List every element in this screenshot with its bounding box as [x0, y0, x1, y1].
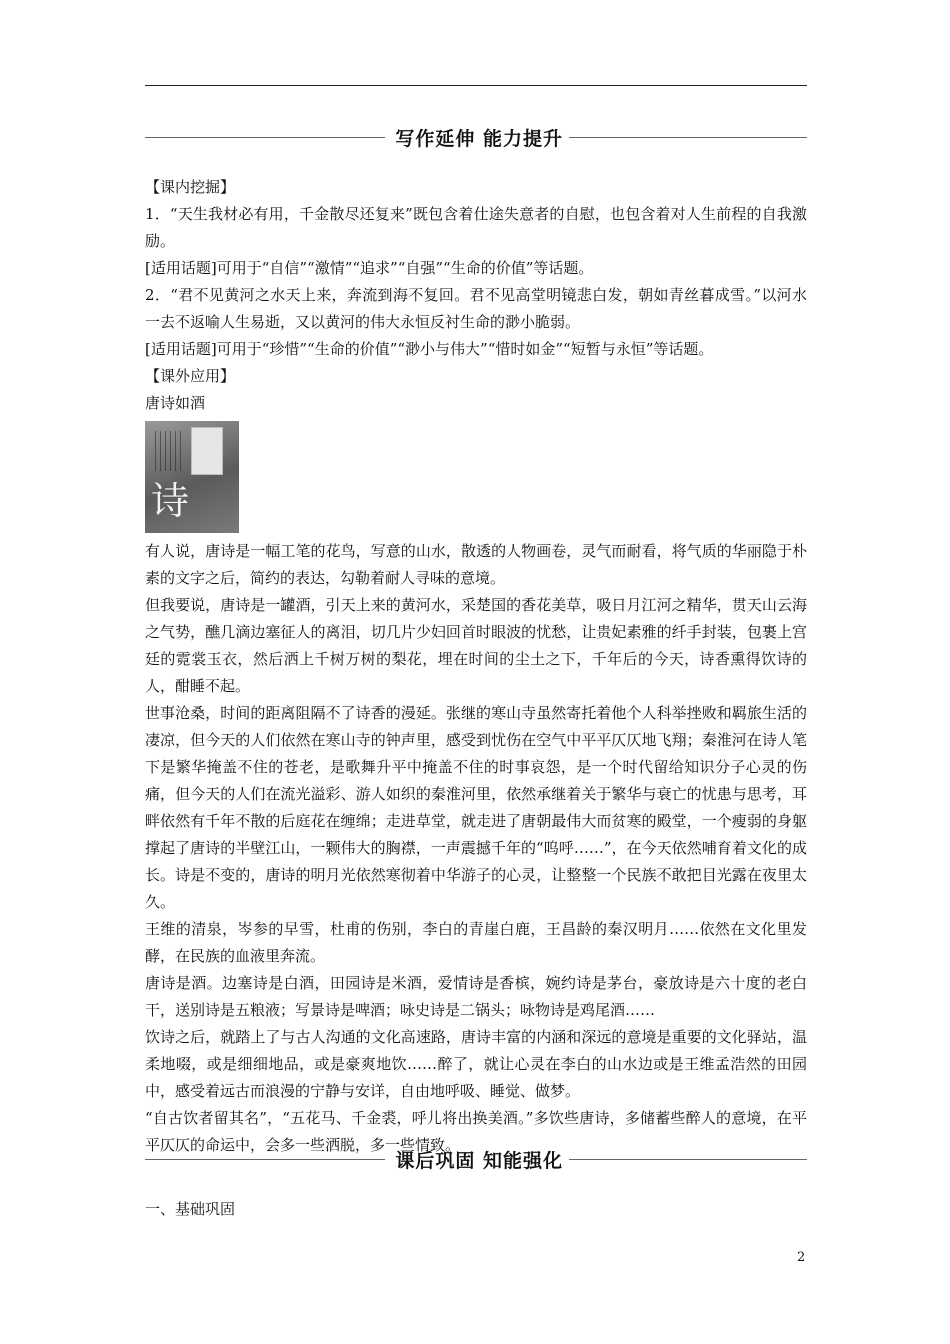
essay-paragraph: 饮诗之后，就踏上了与古人沟通的文化高速路，唐诗丰富的内涵和深远的意境是重要的文化驿站，温柔地啜，或是细细地品，或是豪爽地饮……醉了，就让心灵在李白的山水边或是王维孟浩然的田园中，感受着远古而浪漫的宁静与安详，自由地呼吸、睡觉、做梦。 [145, 1028, 807, 1100]
section-title: 课后巩固 知能强化 [395, 1149, 563, 1172]
poetry-image [145, 421, 239, 533]
section-header-writing [145, 122, 807, 152]
top-rule [145, 85, 807, 86]
title-card [191, 427, 223, 475]
calligraphy-lines [155, 431, 185, 471]
essay-paragraph: “自古饮者留其名”，“五花马、千金裘，呼儿将出换美酒。”多饮些唐诗，多储蓄些醉人的意境，在平平仄仄的命运中，会多一些洒脱，多一些情致。 [145, 1109, 807, 1154]
divider-line [569, 137, 807, 138]
kenei-topic-2: [适用话题]可用于“珍惜”“生命的价值”“渺小与伟大”“惜时如金”“短暂与永恒”等话题。 [145, 340, 714, 358]
essay-paragraph: 王维的清泉，岑参的早雪，杜甫的伤别，李白的青崖白鹿，王昌龄的秦汉明月……依然在文化里发酵，在民族的血液里奔流。 [145, 920, 807, 965]
basic-heading: 一、基础巩固 [145, 1200, 236, 1218]
heading-kewai: 【课外应用】 [145, 367, 236, 385]
kenei-point-2: 2．“君不见黄河之水天上来，奔流到海不复回。君不见高堂明镜悲白发，朝如青丝暮成雪。”以河水一去不返喻人生易逝，又以黄河的伟大永恒反衬生命的渺小脆弱。 [145, 286, 807, 331]
essay-paragraph: 有人说，唐诗是一幅工笔的花鸟，写意的山水，散透的人物画卷，灵气而耐看，将气质的华丽隐于朴素的文字之后，简约的表达，勾勒着耐人寻味的意境。 [145, 542, 807, 587]
page-number: 2 [797, 1250, 806, 1265]
heading-kenei: 【课内挖掘】 [145, 178, 236, 196]
essay-paragraph: 唐诗是酒。边塞诗是白酒，田园诗是米酒，爱情诗是香槟，婉约诗是茅台，豪放诗是六十度的老白干，送别诗是五粮液；写景诗是啤酒；咏史诗是二锅头；咏物诗是鸡尾酒…… [145, 974, 807, 1019]
essay-paragraph: 但我要说，唐诗是一罐酒，引天上来的黄河水，采楚国的香花美草，吸日月江河之精华，贯天山云海之气势，醮几滴边塞征人的离泪，切几片少妇回首时眼波的忧愁，让贵妃素雅的纤手封装，包裹上宫廷的霓裳玉衣，然后洒上千树万树的梨花，埋在时间的尘土之下，千年后的今天，诗香熏得饮诗的人，酣睡不起。 [145, 596, 807, 695]
essay-title: 唐诗如酒 [145, 394, 206, 412]
main-content [145, 174, 807, 1159]
divider-line [145, 137, 385, 138]
section-header-review [145, 1144, 807, 1174]
divider-line [569, 1159, 807, 1160]
divider-line [145, 1159, 385, 1160]
kenei-point-1: 1．“天生我材必有用，千金散尽还复来”既包含着仕途失意者的自慰，也包含着对人生前程的自我激励。 [145, 205, 807, 250]
brush-glyph: 诗 [151, 479, 190, 523]
section-title: 写作延伸 能力提升 [395, 127, 563, 150]
kenei-topic-1: [适用话题]可用于“自信”“激情”“追求”“自强”“生命的价值”等话题。 [145, 259, 594, 277]
essay-paragraph: 世事沧桑，时间的距离阻隔不了诗香的漫延。张继的寒山寺虽然寄托着他个人科举挫败和羁旅生活的凄凉，但今天的人们依然在寒山寺的钟声里，感受到忧伤在空气中平平仄仄地飞翔；秦淮河在诗人笔下是繁华掩盖不住的苍老，是歌舞升平中掩盖不住的时事哀怨，是一个时代留给知识分子心灵的伤痛，但今天的人们在流光溢彩、游人如织的秦淮河里，依然承继着关于繁华与衰亡的忧患与思考，耳畔依然有千年不散的后庭花在缠绵；走进草堂，就走进了唐朝最伟大而贫寒的殿堂，一个瘦弱的身躯撑起了唐诗的半壁江山，一颗伟大的胸襟，一声震撼千年的“呜呼……”，在今天依然哺育着文化的成长。诗是不变的，唐诗的明月光依然寒彻着中华游子的心灵，让整整一个民族不敢把目光露在夜里太久。 [145, 704, 807, 911]
